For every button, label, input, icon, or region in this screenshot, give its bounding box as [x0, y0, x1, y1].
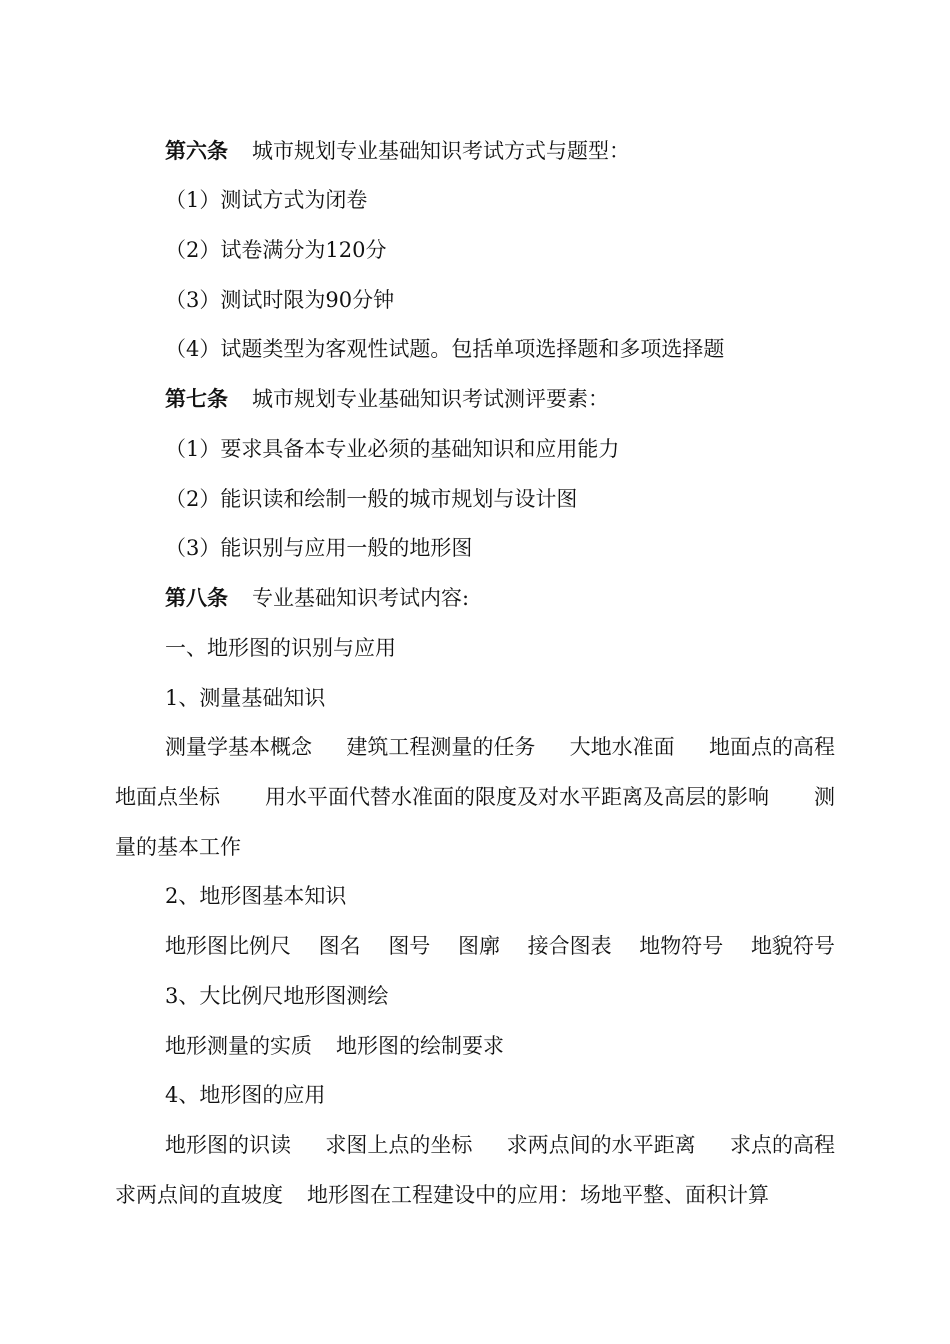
- topic-line: 量的基本工作: [115, 835, 241, 859]
- topic: 地形图在工程建设中的应用：场地平整、面积计算: [307, 1183, 769, 1207]
- topic: 地面点的高程: [708, 735, 835, 759]
- article-7-heading: [165, 389, 609, 410]
- article-7-item: （3）能识别与应用一般的地形图: [165, 536, 473, 560]
- topic: 图名: [318, 934, 361, 958]
- topic: 求图上点的坐标: [325, 1133, 473, 1157]
- article-6-title: 城市规划专业基础知识考试方式与题型：: [252, 139, 630, 163]
- topic-line: [115, 787, 835, 808]
- article-8-heading: [165, 588, 469, 609]
- article-7-label: 第七条: [165, 387, 228, 411]
- topic-line: [165, 936, 835, 957]
- subsection-heading: 3、大比例尺地形图测绘: [165, 984, 389, 1008]
- topic: 测: [814, 785, 835, 809]
- topic: 地物符号: [639, 934, 724, 958]
- topic: 地形图比例尺: [165, 934, 291, 958]
- topic: 求两点间的直坡度: [115, 1183, 283, 1207]
- article-7-title: 城市规划专业基础知识考试测评要素：: [252, 387, 609, 411]
- topic: 地形测量的实质: [165, 1034, 312, 1058]
- topic: 图号: [388, 934, 431, 958]
- topic: 地形图的识读: [165, 1133, 291, 1157]
- article-6-item: （3）测试时限为90分钟: [165, 288, 395, 312]
- article-6-item: （1）测试方式为闭卷: [165, 188, 368, 212]
- topic-line: [165, 1135, 835, 1156]
- topic: 图廓: [457, 934, 500, 958]
- topic: 建筑工程测量的任务: [346, 735, 536, 759]
- topic: 求点的高程: [729, 1133, 835, 1157]
- article-7-item: （1）要求具备本专业必须的基础知识和应用能力: [165, 437, 620, 461]
- article-6-label: 第六条: [165, 139, 228, 163]
- topic: 求两点间的水平距离: [506, 1133, 696, 1157]
- article-8-label: 第八条: [165, 586, 228, 610]
- subsection-heading: 2、地形图基本知识: [165, 884, 347, 908]
- topic: 接合图表: [527, 934, 612, 958]
- article-6-item: （4）试题类型为客观性试题。包括单项选择题和多项选择题: [165, 337, 725, 361]
- topic-line: [165, 1036, 504, 1057]
- section-heading: 一、地形图的识别与应用: [165, 636, 396, 660]
- article-8-title: 专业基础知识考试内容:: [252, 586, 470, 610]
- subsection-heading: 4、地形图的应用: [165, 1083, 326, 1107]
- topic: 地面点坐标: [115, 785, 220, 809]
- topic: 大地水准面: [569, 735, 675, 759]
- topic-line: [165, 737, 835, 758]
- topic: 测量学基本概念: [165, 735, 312, 759]
- topic: 地形图的绘制要求: [336, 1034, 504, 1058]
- subsection-heading: 1、测量基础知识: [165, 686, 326, 710]
- topic: 用水平面代替水准面的限度及对水平距离及高层的影响: [265, 785, 769, 809]
- article-6-item: （2）试卷满分为120分: [165, 238, 387, 262]
- topic-line: [115, 1185, 769, 1206]
- article-7-item: （2）能识读和绘制一般的城市规划与设计图: [165, 487, 578, 511]
- article-6-heading: [165, 141, 630, 162]
- topic: 地貌符号: [750, 934, 835, 958]
